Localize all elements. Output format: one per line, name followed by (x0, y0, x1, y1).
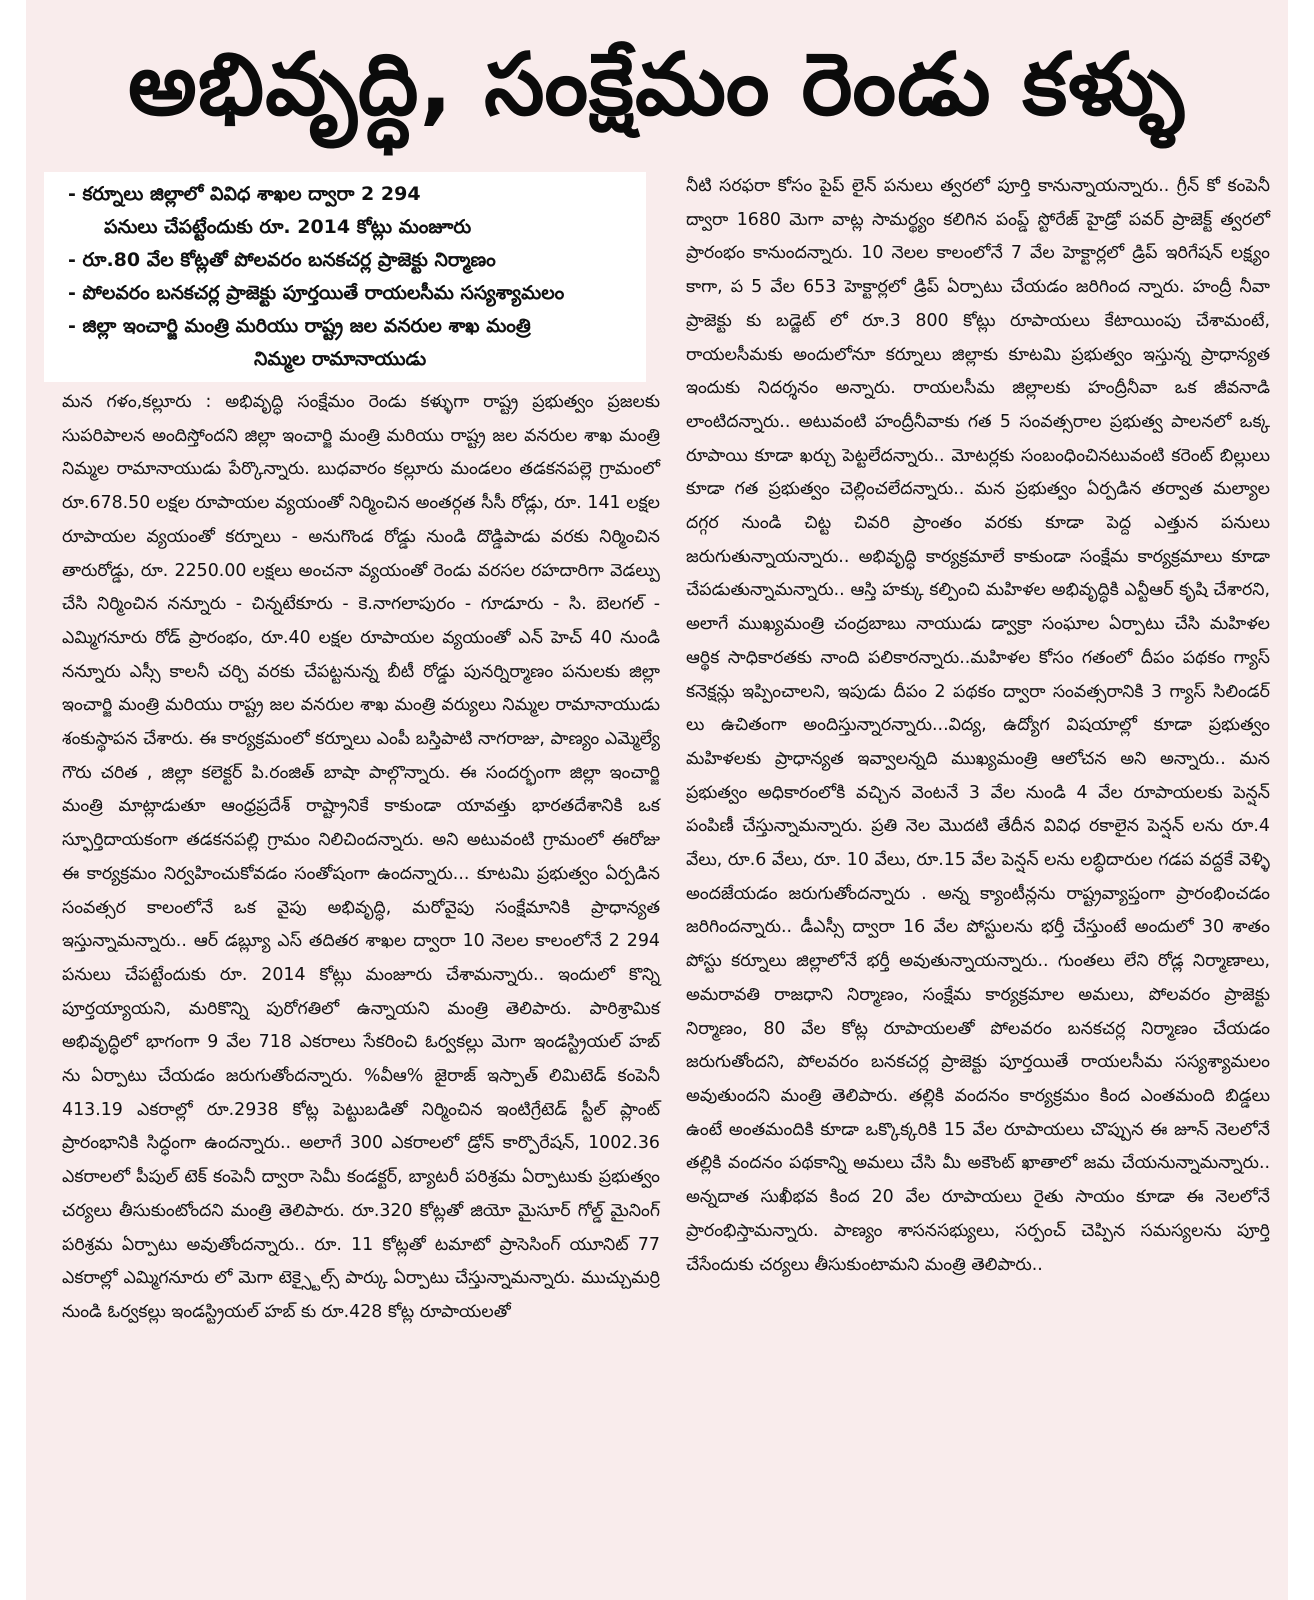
article-column-right (686, 170, 1270, 1282)
highlight-line-2: - రూ.80 వేల కోట్లతో పోలవరం బనకచర్ల ప్రాజెక్టు నిర్మాణం (68, 249, 496, 271)
highlight-line-4: - జిల్లా ఇంచార్జి మంత్రి మరియు రాష్ట్ర జల వనరుల శాఖ మంత్రి (68, 315, 531, 337)
highlights-box (44, 172, 646, 382)
highlight-line-3: - పోలవరం బనకచర్ల ప్రాజెక్టు పూర్తయితే రాయలసీమ సస్యశ్యామలం (68, 282, 565, 304)
article-text-left: మన గళం,కల్లూరు : అభివృద్ధి సంక్షేమం రెండు కళ్ళుగా రాష్ట్ర ప్రభుత్వం ప్రజలకు సుపరిపాలన అందిస్తోందని జిల్లా ఇంచార్జి మంత్రి మరియు రాష్ట్ర జల వనరుల శాఖ మంత్రి నిమ్మల రామానాయుడు పేర్కొన్నారు. బుధవారం కల్లూరు మండలం తడకనపల్లె గ్రామంలో రూ.678.50 లక్షల రూపాయల వ్యయంతో నిర్మించిన అంతర్గత సీసీ రోడ్లు, రూ. 141 లక్షల రూపాయల వ్యయంతో కర్నూలు - అనుగొండ రోడ్డు నుండి దొడ్డిపాడు వరకు నిర్మించిన తారురోడ్డు, రూ. 2250.00 లక్షలు అంచనా వ్యయంతో రెండు వరసల రహదారిగా వెడల్పు చేసి నిర్మించిన నన్నూరు - చిన్నటేకూరు - కె.నాగలాపురం - గూడూరు - సి. బెలగల్ - ఎమ్మిగనూరు రోడ్ ప్రారంభం, రూ.40 లక్షల రూపాయల వ్యయంతో ఎన్ హెచ్ 40 నుండి నన్నూరు ఎస్సీ కాలనీ చర్చి వరకు చేపట్టనున్న బీటీ రోడ్డు పునర్నిర్మాణం పనులకు జిల్లా ఇంచార్జి మంత్రి మరియు రాష్ట్ర జల వనరుల శాఖ మంత్రి వర్యులు నిమ్మల రామానాయుడు శంకుస్థాపన చేశారు. ఈ కార్యక్రమంలో కర్నూలు ఎంపీ బస్తిపాటి నాగరాజు, పాణ్యం ఎమ్మెల్యే గౌరు చరిత , జిల్లా కలెక్టర్ పి.రంజిత్ బాషా పాల్గొన్నారు. ఈ సందర్భంగా జిల్లా ఇంచార్జి మంత్రి మాట్లాడుతూ ఆంధ్రప్రదేశ్ రాష్ట్రానికే కాకుండా యావత్తు భారతదేశానికి ఒక స్ఫూర్తిదాయకంగా తడకనపల్లి గ్రామం నిలిచిందన్నారు. అని అటువంటి గ్రామంలో ఈరోజు ఈ కార్యక్రమం నిర్వహించుకోవడం సంతోషంగా ఉందన్నారు... కూటమి ప్రభుత్వం ఏర్పడిన సంవత్సర కాలంలోనే ఒక వైపు అభివృద్ధి, మరోవైపు సంక్షేమానికి ప్రాధాన్యత ఇస్తున్నామన్నారు.. ఆర్ డబ్ల్యూ ఎస్ తదితర శాఖల ద్వారా 10 నెలల కాలంలోనే 2 294 పనులు చేపట్టేందుకు రూ. 2014 కోట్లు మంజూరు చేశామన్నారు.. ఇందులో కొన్ని పూర్తయ్యాయని, మరికొన్ని పురోగతిలో ఉన్నాయని మంత్రి తెలిపారు. పారిశ్రామిక అభివృద్ధిలో భాగంగా 9 వేల 718 ఎకరాలు సేకరించి ఓర్వకల్లు మెగా ఇండస్ట్రియల్ హబ్ ను ఏర్పాటు చేయడం జరుగుతోందన్నారు. %వీఆ% జైరాజ్ ఇస్పాత్ లిమిటెడ్ కంపెనీ 413.19 ఎకరాల్లో రూ.2938 కోట్ల పెట్టుబడితో నిర్మించిన ఇంటిగ్రేటెడ్ స్టీల్ ప్లాంట్ ప్రారంభానికి సిద్ధంగా ఉందన్నారు.. అలాగే 300 ఎకరాలలో డ్రోన్ కార్పొరేషన్, 1002.36 ఎకరాలలో పీపుల్ టెక్ కంపెనీ ద్వారా సెమీ కండక్టర్, బ్యాటరీ పరిశ్రమ ఏర్పాటుకు ప్రభుత్వం చర్యలు తీసుకుంటోందని మంత్రి తెలిపారు. రూ.320 కోట్లతో జియో మైసూర్ గోల్డ్ మైనింగ్ పరిశ్రమ ఏర్పాటు అవుతోందన్నారు.. రూ. 11 కోట్లతో టమాటో ప్రాసెసింగ్ యూనిట్ 77 ఎకరాల్లో ఎమ్మిగనూరు లో మెగా టెక్స్టైల్స్ పార్కు ఏర్పాటు చేస్తున్నామన్నారు. ముచ్చుమర్రి నుండి ఓర్వకల్లు ఇండస్ట్రియల్ హబ్ కు రూ.428 కోట్ల రూపాయలతో (62, 392, 660, 1322)
headline: అభివృద్ధి, సంక్షేమం రెండు కళ్ళు (127, 35, 1187, 135)
highlight-line-4-continued: నిమ్మల రామానాయుడు (254, 348, 427, 370)
article-text-right: నీటి సరఫరా కోసం పైప్ లైన్ పనులు త్వరలో పూర్తి కానున్నాయన్నారు.. గ్రీన్ కో కంపెనీ ద్వారా 1680 మెగా వాట్ల సామర్థ్యం కలిగిన పంప్డ్ స్టోరేజ్ హైడ్రో పవర్ ప్రాజెక్ట్ త్వరలో ప్రారంభం కానుందన్నారు. 10 నెలల కాలంలోనే 7 వేల హెక్టార్లలో డ్రిప్ ఇరిగేషన్ లక్ష్యం కాగా, ప 5 వేల 653 హెక్టార్లలో డ్రిప్ ఏర్పాటు చేయడం జరిగింద న్నారు. హంద్రీ నీవా ప్రాజెక్టు కు బడ్జెట్ లో రూ.3 800 కోట్లు రూపాయలు కేటాయింపు చేశామంటే, రాయలసీమకు అందులోనూ కర్నూలు జిల్లాకు కూటమి ప్రభుత్వం ఇస్తున్న ప్రాధాన్యత ఇందుకు నిదర్శనం అన్నారు. రాయలసీమ జిల్లాలకు హంద్రీనీవా ఒక జీవనాడి లాంటిదన్నారు.. అటువంటి హంద్రీనీవాకు గత 5 సంవత్సరాల ప్రభుత్వ పాలనలో ఒక్క రూపాయి కూడా ఖర్చు పెట్టలేదన్నారు.. మోటర్లకు సంబంధించినటువంటి కరెంట్ బిల్లులు కూడా గత ప్రభుత్వం చెల్లించలేదన్నారు.. మన ప్రభుత్వం ఏర్పడిన తర్వాత మల్యాల దగ్గర నుండి చిట్ట చివరి ప్రాంతం వరకు కూడా పెద్ద ఎత్తున పనులు జరుగుతున్నాయన్నారు.. అభివృద్ధి కార్యక్రమాలే కాకుండా సంక్షేమ కార్యక్రమాలు కూడా చేపడుతున్నామన్నారు.. ఆస్తి హక్కు కల్పించి మహిళల అభివృద్ధికి ఎన్టీఆర్ కృషి చేశారని, అలాగే ముఖ్యమంత్రి చంద్రబాబు నాయుడు డ్వాక్రా సంఘాల ఏర్పాటు చేసి మహిళల ఆర్థిక సాధికారతకు నాంది పలికారన్నారు..మహిళల కోసం గతంలో దీపం పథకం గ్యాస్ కనెక్షన్లు ఇప్పించాలని, ఇపుడు దీపం 2 పథకం ద్వారా సంవత్సరానికి 3 గ్యాస్ సిలిండర్ లు ఉచితంగా అందిస్తున్నారన్నారు...విద్య, ఉద్యోగ విషయాల్లో కూడా ప్రభుత్వం మహిళలకు ప్రాధాన్యత ఇవ్వాలన్నది ముఖ్యమంత్రి ఆలోచన అని అన్నారు.. మన ప్రభుత్వం అధికారంలోకి వచ్చిన వెంటనే 3 వేల నుండి 4 వేల రూపాయలకు పెన్షన్ పంపిణీ చేస్తున్నామన్నారు. ప్రతి నెల మొదటి తేదీన వివిధ రకాలైన పెన్షన్ లను రూ.4 వేలు, రూ.6 వేలు, రూ. 10 వేలు, రూ.15 వేల పెన్షన్ లను లబ్ధిదారుల గడప వద్దకే వెళ్ళి అందజేయడం జరుగుతోందన్నారు . అన్న క్యాంటీన్లను రాష్ట్రవ్యాప్తంగా ప్రారంభించడం జరిగిందన్నారు.. డీఎస్సీ ద్వారా 16 వేల పోస్టులను భర్తీ చేస్తుంటే అందులో 30 శాతం పోస్టు కర్నూలు జిల్లాలోనే భర్తీ అవుతున్నాయన్నారు.. గుంతలు లేని రోడ్ల నిర్మాణాలు, అమరావతి రాజధాని నిర్మాణం, సంక్షేమ కార్యక్రమాల అమలు, పోలవరం ప్రాజెక్టు నిర్మాణం, 80 వేల కోట్ల రూపాయలతో పోలవరం బనకచర్ల నిర్మాణం చేయడం జరుగుతోందని, పోలవరం బనకచర్ల ప్రాజెక్టు పూర్తయితే రాయలసీమ సస్యశ్యామలం అవుతుందని మంత్రి తెలిపారు. తల్లికి వందనం కార్యక్రమం కింద ఎంతమంది బిడ్డలు ఉంటే అంతమందికి కూడా ఒక్కొక్కరికి 15 వేల రూపాయలు చొప్పున ఈ జూన్ నెలలోనే తల్లికి వందనం పథకాన్ని అమలు చేసి మీ అకౌంట్ ఖాతాలో జమ చేయనున్నామన్నారు.. అన్నదాత సుఖీభవ కింద 20 వేల రూపాయలు రైతు సాయం కూడా ఈ నెలలోనే ప్రారంభిస్తామన్నారు. పాణ్యం శాసనసభ్యులు, సర్పంచ్ చెప్పిన సమస్యలను పూర్తి చేసేందుకు చర్యలు తీసుకుంటామని మంత్రి తెలిపారు.. (686, 176, 1270, 1275)
newspaper-clipping (26, 0, 1288, 1600)
highlight-line-1-continued: పనులు చేపట్టేందుకు రూ. 2014 కోట్లు మంజూరు (104, 216, 472, 238)
highlight-line-1: - కర్నూలు జిల్లాలో వివిధ శాఖల ద్వారా 2 294 (68, 183, 421, 205)
article-column-left (62, 386, 660, 1330)
